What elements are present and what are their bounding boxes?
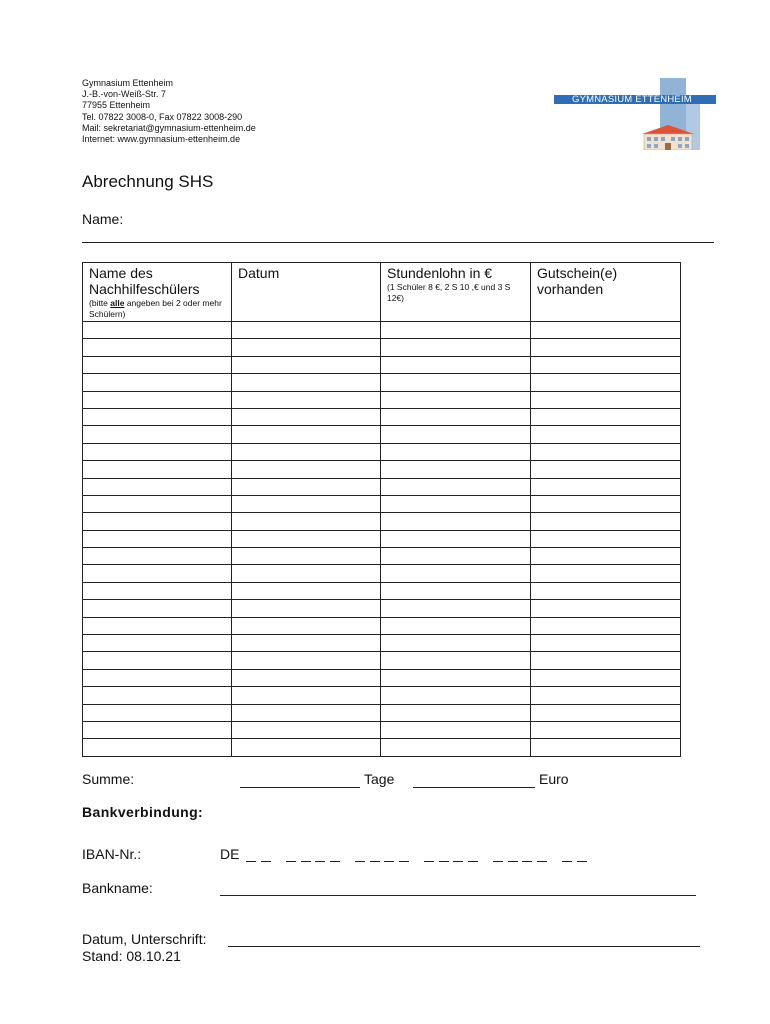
table-cell[interactable] (232, 704, 381, 721)
iban-digit-slot (508, 861, 518, 862)
iban-digit-slot (384, 861, 394, 862)
table-cell[interactable] (232, 565, 381, 582)
bankname-input-line[interactable] (220, 895, 696, 896)
iban-digit-slot (439, 861, 449, 862)
table-cell[interactable] (381, 339, 531, 356)
table-cell[interactable] (232, 478, 381, 495)
table-cell[interactable] (232, 721, 381, 738)
address-line: Mail: sekretariat@gymnasium-ettenheim.de (82, 122, 256, 133)
table-cell[interactable] (381, 513, 531, 530)
table-cell[interactable] (531, 548, 681, 565)
table-cell[interactable] (531, 721, 681, 738)
table-cell[interactable] (83, 600, 232, 617)
table-cell[interactable] (381, 374, 531, 391)
table-row (83, 339, 681, 356)
iban-country-prefix: DE (220, 846, 240, 862)
table-cell[interactable] (381, 356, 531, 373)
column-header-note: (1 Schüler 8 €, 2 S 10 ,€ und 3 S 12€) (387, 282, 511, 303)
table-cell[interactable] (232, 426, 381, 443)
school-address (82, 78, 256, 145)
table-cell[interactable] (381, 548, 531, 565)
table-row (83, 408, 681, 425)
table-cell[interactable] (531, 635, 681, 652)
table-row (83, 721, 681, 738)
table-row (83, 530, 681, 547)
table-cell[interactable] (531, 495, 681, 512)
table-cell[interactable] (83, 478, 232, 495)
table-row (83, 687, 681, 704)
table-row (83, 600, 681, 617)
table-cell[interactable] (232, 391, 381, 408)
table-cell[interactable] (83, 652, 232, 669)
table-cell[interactable] (83, 426, 232, 443)
table-cell[interactable] (83, 687, 232, 704)
table-cell[interactable] (531, 530, 681, 547)
table-cell[interactable] (531, 687, 681, 704)
table-cell[interactable] (381, 426, 531, 443)
column-header-hourly-rate (381, 263, 531, 322)
table-cell[interactable] (381, 443, 531, 460)
table-cell[interactable] (83, 356, 232, 373)
table-cell[interactable] (83, 322, 232, 339)
table-row (83, 461, 681, 478)
table-cell[interactable] (83, 339, 232, 356)
school-logo (548, 76, 718, 156)
column-header-student (83, 263, 232, 322)
iban-digit-slot (355, 861, 365, 862)
iban-digit-slot (537, 861, 547, 862)
table-cell[interactable] (232, 669, 381, 686)
table-cell[interactable] (381, 669, 531, 686)
address-line: Internet: www.gymnasium-ettenheim.de (82, 134, 241, 145)
iban-digit-slot (286, 861, 296, 862)
iban-digit-slot (261, 861, 271, 862)
column-header-voucher (531, 263, 681, 322)
address-line: Gymnasium Ettenheim (82, 78, 174, 88)
table-cell[interactable] (232, 687, 381, 704)
table-cell[interactable] (232, 374, 381, 391)
form-title: Abrechnung SHS (82, 172, 214, 191)
table-cell[interactable] (83, 443, 232, 460)
bank-details-heading: Bankverbindung: (82, 804, 204, 820)
table-row (83, 443, 681, 460)
iban-digit-slot (453, 861, 463, 862)
table-cell[interactable] (83, 513, 232, 530)
days-input-line[interactable] (240, 787, 360, 788)
euro-label: Euro (539, 771, 569, 787)
table-cell[interactable] (381, 478, 531, 495)
column-header-label: Datum (238, 265, 280, 281)
table-cell[interactable] (381, 739, 531, 756)
column-header-label: Gutschein(e) vorhanden (537, 265, 618, 297)
iban-digit-slot (522, 861, 532, 862)
table-cell[interactable] (83, 704, 232, 721)
table-cell[interactable] (531, 652, 681, 669)
summary-label: Summe: (82, 771, 135, 787)
iban-digit-slot (330, 861, 340, 862)
table-cell[interactable] (83, 617, 232, 634)
table-row (83, 426, 681, 443)
table-cell[interactable] (381, 391, 531, 408)
column-header-date (232, 263, 381, 322)
table-cell[interactable] (531, 374, 681, 391)
table-row (83, 652, 681, 669)
table-cell[interactable] (531, 443, 681, 460)
table-cell[interactable] (381, 704, 531, 721)
table-cell[interactable] (232, 495, 381, 512)
iban-label: IBAN-Nr.: (82, 846, 142, 862)
iban-digit-slot (424, 861, 434, 862)
iban-digit-slot (315, 861, 325, 862)
table-cell[interactable] (531, 582, 681, 599)
table-row (83, 495, 681, 512)
table-row (83, 548, 681, 565)
table-cell[interactable] (83, 721, 232, 738)
table-cell[interactable] (531, 356, 681, 373)
table-cell[interactable] (531, 704, 681, 721)
table-row (83, 565, 681, 582)
table-cell[interactable] (83, 391, 232, 408)
table-cell[interactable] (381, 617, 531, 634)
table-cell[interactable] (83, 582, 232, 599)
table-cell[interactable] (232, 408, 381, 425)
name-label: Name: (82, 211, 124, 227)
euro-input-line[interactable] (413, 787, 535, 788)
table-cell[interactable] (531, 339, 681, 356)
table-row (83, 669, 681, 686)
table-cell[interactable] (531, 461, 681, 478)
address-line: 77955 Ettenheim (82, 100, 151, 111)
address-line: Tel. 07822 3008-0, Fax 07822 3008-290 (82, 111, 243, 122)
table-cell[interactable] (531, 322, 681, 339)
table-row (83, 617, 681, 634)
table-cell[interactable] (531, 617, 681, 634)
table-cell[interactable] (232, 443, 381, 460)
table-row (83, 478, 681, 495)
table-cell[interactable] (83, 530, 232, 547)
table-cell[interactable] (232, 461, 381, 478)
iban-digit-slot (577, 861, 587, 862)
table-cell[interactable] (232, 600, 381, 617)
table-cell[interactable] (232, 582, 381, 599)
table-row (83, 322, 681, 339)
bankname-label: Bankname: (82, 880, 153, 896)
iban-digit-slot (301, 861, 311, 862)
table-cell[interactable] (83, 739, 232, 756)
table-cell[interactable] (381, 322, 531, 339)
table-cell[interactable] (531, 600, 681, 617)
table-cell[interactable] (531, 408, 681, 425)
iban-digit-slot (562, 861, 572, 862)
iban-digit-slot (246, 861, 256, 862)
table-cell[interactable] (531, 391, 681, 408)
table-cell[interactable] (83, 548, 232, 565)
tutoring-table (82, 262, 681, 757)
signature-input-line[interactable] (228, 946, 700, 947)
table-cell[interactable] (531, 426, 681, 443)
table-cell[interactable] (83, 669, 232, 686)
logo-text: GYMNASIUM ETTENHEIM (572, 94, 692, 105)
table-cell[interactable] (83, 374, 232, 391)
iban-digit-slot (468, 861, 478, 862)
column-header-label: Name des Nachhilfeschülers (89, 265, 200, 297)
table-cell[interactable] (381, 687, 531, 704)
table-cell[interactable] (381, 565, 531, 582)
table-cell[interactable] (83, 461, 232, 478)
table-header-row (83, 263, 681, 322)
table-cell[interactable] (232, 652, 381, 669)
table-cell[interactable] (531, 739, 681, 756)
table-cell[interactable] (232, 322, 381, 339)
table-cell[interactable] (381, 495, 531, 512)
days-label: Tage (364, 771, 395, 787)
table-cell[interactable] (381, 721, 531, 738)
name-input-line[interactable] (82, 242, 714, 243)
table-row (83, 513, 681, 530)
summary-row (82, 771, 702, 791)
table-row (83, 391, 681, 408)
form-version-stand: Stand: 08.10.21 (82, 948, 181, 964)
table-cell[interactable] (83, 495, 232, 512)
iban-field[interactable] (220, 846, 680, 866)
table-cell[interactable] (83, 408, 232, 425)
iban-digit-slot (399, 861, 409, 862)
table-cell[interactable] (381, 461, 531, 478)
signature-label: Datum, Unterschrift: (82, 931, 207, 947)
table-cell[interactable] (381, 530, 531, 547)
table-cell[interactable] (531, 478, 681, 495)
table-cell[interactable] (232, 530, 381, 547)
table-row (83, 374, 681, 391)
iban-digit-slot (370, 861, 380, 862)
school-building-icon (640, 124, 696, 150)
table-row (83, 739, 681, 756)
iban-digit-slot (493, 861, 503, 862)
table-cell[interactable] (232, 356, 381, 373)
table-row (83, 635, 681, 652)
table-cell[interactable] (232, 739, 381, 756)
table-cell[interactable] (381, 408, 531, 425)
table-cell[interactable] (83, 635, 232, 652)
table-cell[interactable] (381, 652, 531, 669)
table-row (83, 582, 681, 599)
table-cell[interactable] (381, 582, 531, 599)
column-header-label: Stundenlohn in € (387, 265, 493, 281)
table-row (83, 704, 681, 721)
table-cell[interactable] (531, 565, 681, 582)
table-cell[interactable] (83, 565, 232, 582)
table-cell[interactable] (232, 635, 381, 652)
address-line: J.-B.-von-Weiß-Str. 7 (82, 89, 166, 100)
table-cell[interactable] (381, 600, 531, 617)
table-cell[interactable] (232, 548, 381, 565)
table-cell[interactable] (531, 513, 681, 530)
column-header-note: (bitte alle angeben bei 2 oder mehr Schülern) (89, 298, 222, 319)
table-cell[interactable] (232, 513, 381, 530)
table-row (83, 356, 681, 373)
table-cell[interactable] (232, 617, 381, 634)
table-cell[interactable] (232, 339, 381, 356)
table-cell[interactable] (531, 669, 681, 686)
table-cell[interactable] (381, 635, 531, 652)
